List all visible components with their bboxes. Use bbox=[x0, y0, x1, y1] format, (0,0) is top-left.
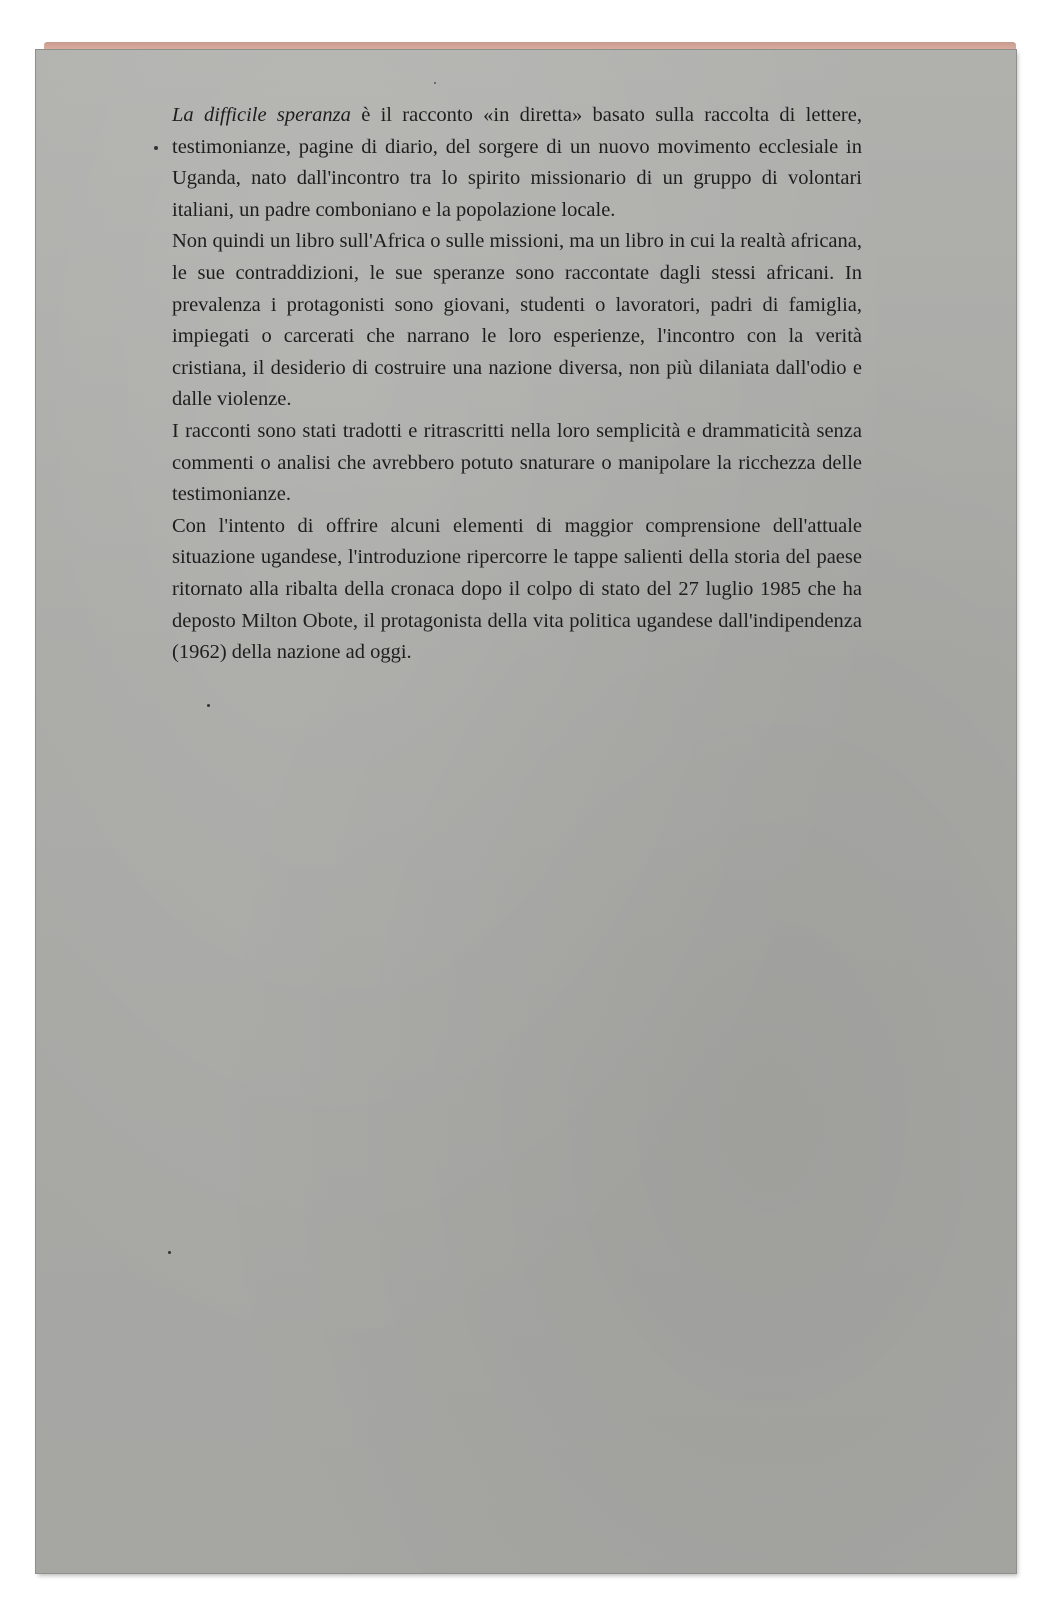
back-cover bbox=[36, 50, 1016, 1573]
book-title: La difficile speranza bbox=[172, 104, 351, 126]
blurb-paragraph-4: Con l'intento di offrire alcuni elementi di maggior comprensione dell'attuale situazione ugandese, l'introduzione ripercorre le tappe salienti della storia del paese ritornato alla ribalta della cronaca dopo il colpo di stato del 27 luglio 1985 che ha deposto Milton Obote, il protagonista della vita politica ugandese dall'indipendenza (1962) della nazione ad oggi. bbox=[172, 514, 862, 664]
dust-speck bbox=[154, 146, 158, 150]
blurb-paragraph-2: Non quindi un libro sull'Africa o sulle missioni, ma un libro in cui la realtà africana, le sue contraddizioni, le sue speranze sono raccontate dagli stessi africani. In prevalenza i protagonisti sono giovani, studenti o lavoratori, padri di famiglia, impiegati o carcerati che narrano le loro esperienze, l'incontro con la verità cristiana, il desiderio di costruire una nazione diversa, non più dilaniata dall'odio e dalle violenze. bbox=[172, 230, 862, 411]
paragraph-1-body: è il racconto «in diretta» basato sulla raccolta di lettere, testimonianze, pagine di diario, del sorgere di un nuovo movimento ecclesiale in Uganda, nato dall'incontro tra lo spirito missionario di un gruppo di volontari italiani, un padre comboniano e la popolazione locale. bbox=[172, 104, 862, 221]
dust-speck bbox=[207, 704, 210, 707]
dust-speck bbox=[168, 1251, 171, 1254]
dust-speck bbox=[434, 82, 436, 84]
blurb-text bbox=[172, 100, 862, 669]
blurb-paragraph-3: I racconti sono stati tradotti e ritrascritti nella loro semplicità e drammaticità senza commenti o analisi che avrebbero potuto snaturare o manipolare la ricchezza delle testimonianze. bbox=[172, 419, 862, 506]
blurb-paragraph-1 bbox=[172, 100, 862, 226]
